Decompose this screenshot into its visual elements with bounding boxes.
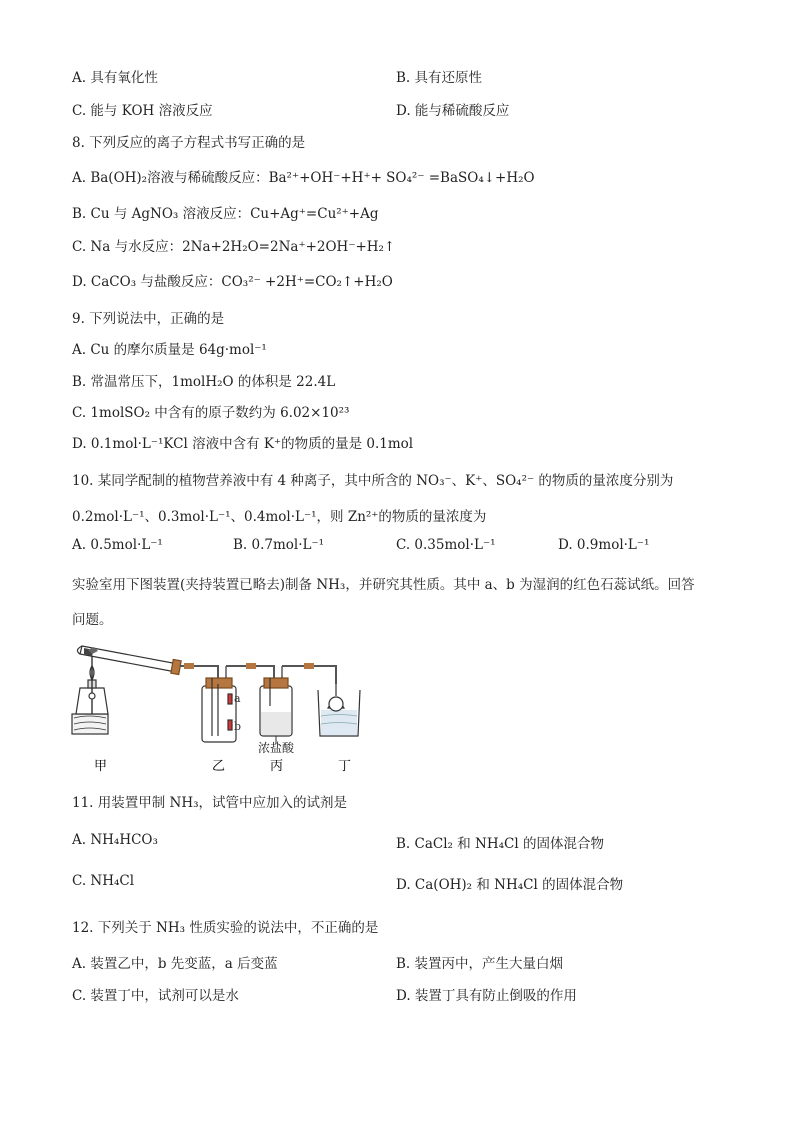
q11-stem: 11. 用装置甲制 NH₃，试管中应加入的试剂是 (72, 795, 348, 811)
q12-option-b: B. 装置丙中，产生大量白烟 (396, 956, 564, 972)
label-ding: 丁 (338, 759, 352, 774)
q9-option-a: A. Cu 的摩尔质量是 64g·mol⁻¹ (72, 342, 267, 358)
q8-option-a: A. Ba(OH)₂溶液与稀硫酸反应：Ba²⁺+OH⁻+H⁺+ SO₄²⁻ =BaSO₄↓+H₂O (72, 170, 535, 186)
q10-option-b: B. 0.7mol·L⁻¹ (233, 537, 325, 553)
label-jia: 甲 (94, 759, 108, 774)
apparatus-bing (260, 666, 292, 736)
paper-b-label: b (234, 720, 242, 733)
q7-option-d: D. 能与稀硫酸反应 (396, 103, 510, 119)
q12-option-d: D. 装置丁具有防止倒吸的作用 (396, 988, 577, 1004)
q9-option-c: C. 1molSO₂ 中含有的原子数约为 6.02×10²³ (72, 405, 350, 421)
acid-label: 浓盐酸 (258, 741, 295, 755)
q9-stem: 9. 下列说法中，正确的是 (72, 311, 225, 327)
q8-stem: 8. 下列反应的离子方程式书写正确的是 (72, 135, 306, 151)
q12-option-a: A. 装置乙中，b 先变蓝，a 后变蓝 (72, 956, 278, 972)
apparatus-yi (202, 666, 236, 742)
q7-option-b: B. 具有还原性 (396, 70, 483, 86)
q8-option-d: D. CaCO₃ 与盐酸反应：CO₃²⁻ +2H⁺=CO₂↑+H₂O (72, 274, 393, 290)
q8-option-c: C. Na 与水反应：2Na+2H₂O=2Na⁺+2OH⁻+H₂↑ (72, 239, 396, 255)
q10-stem-line1: 10. 某同学配制的植物营养液中有 4 种离子，其中所含的 NO₃⁻、K⁺、SO₄²⁻ 的物质的量浓度分别为 (72, 473, 674, 489)
q9-option-b: B. 常温常压下，1molH₂O 的体积是 22.4L (72, 374, 336, 390)
intro-line1: 实验室用下图装置(夹持装置已略去)制备 NH₃，并研究其性质。其中 a、b 为湿润的红色石蕊试纸。回答 (72, 577, 695, 593)
apparatus-jia (72, 646, 181, 734)
apparatus-ding (318, 684, 360, 736)
q10-stem-line2: 0.2mol·L⁻¹、0.3mol·L⁻¹、0.4mol·L⁻¹，则 Zn²⁺的物质的量浓度为 (72, 509, 487, 525)
q9-option-d: D. 0.1mol·L⁻¹KCl 溶液中含有 K⁺的物质的量是 0.1mol (72, 436, 414, 452)
q11-option-a: A. NH₄HCO₃ (72, 832, 158, 848)
apparatus-figure (68, 636, 368, 776)
q7-option-a: A. 具有氧化性 (72, 70, 158, 86)
q12-option-c: C. 装置丁中，试剂可以是水 (72, 988, 239, 1004)
q10-option-d: D. 0.9mol·L⁻¹ (558, 537, 650, 553)
label-yi: 乙 (212, 759, 226, 774)
label-bing: 丙 (270, 759, 284, 774)
q12-stem: 12. 下列关于 NH₃ 性质实验的说法中，不正确的是 (72, 920, 379, 936)
q11-option-c: C. NH₄Cl (72, 873, 135, 889)
q10-option-a: A. 0.5mol·L⁻¹ (72, 537, 163, 553)
q8-option-b: B. Cu 与 AgNO₃ 溶液反应：Cu+Ag⁺=Cu²⁺+Ag (72, 206, 379, 222)
q11-option-d: D. Ca(OH)₂ 和 NH₄Cl 的固体混合物 (396, 877, 624, 893)
intro-line2: 问题。 (72, 612, 113, 628)
q7-option-c: C. 能与 KOH 溶液反应 (72, 103, 213, 119)
paper-a-label: a (234, 692, 241, 705)
q11-option-b: B. CaCl₂ 和 NH₄Cl 的固体混合物 (396, 836, 604, 852)
q10-option-c: C. 0.35mol·L⁻¹ (396, 537, 496, 553)
